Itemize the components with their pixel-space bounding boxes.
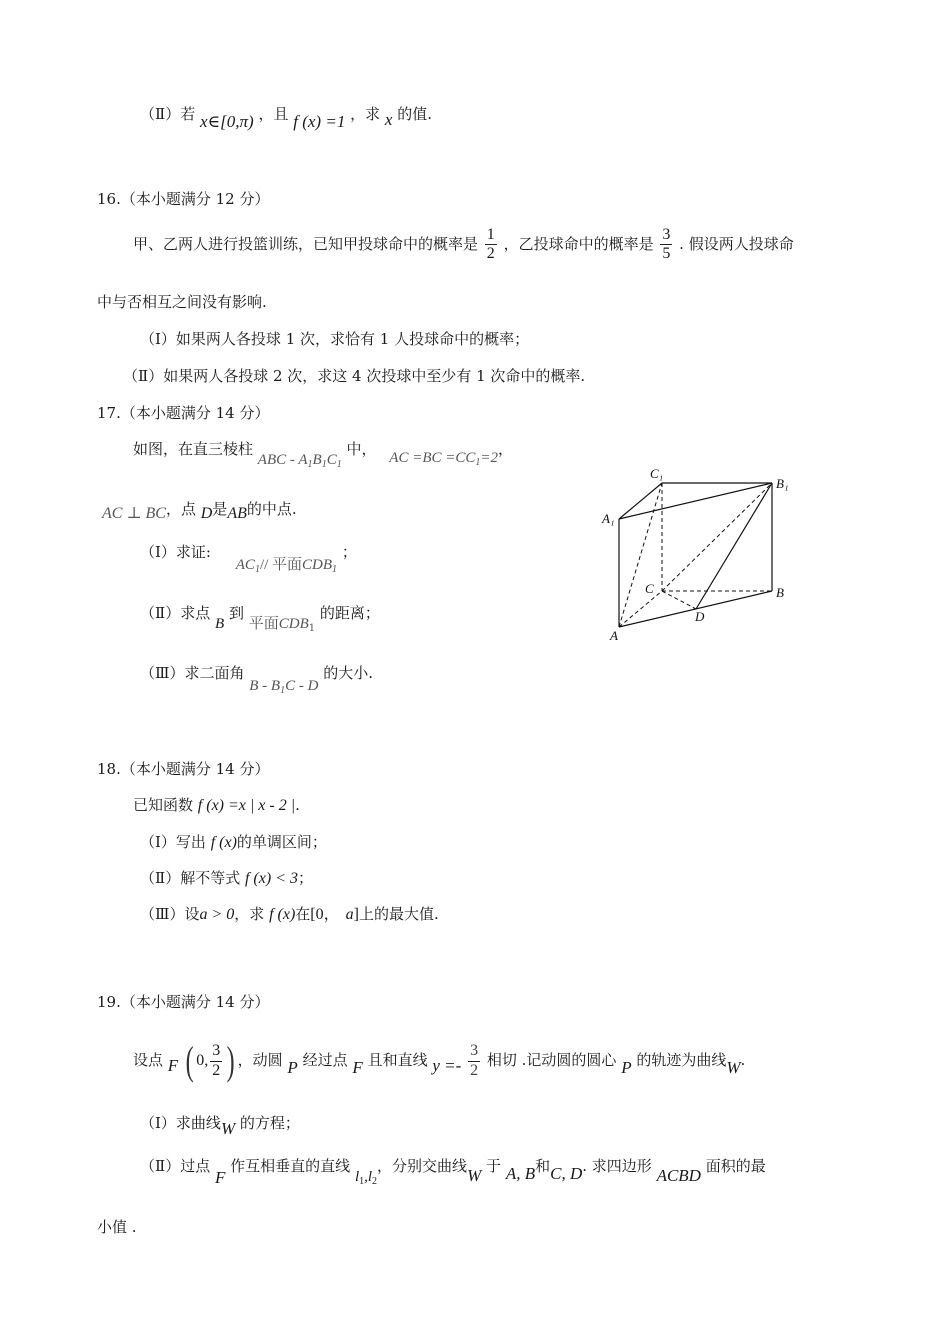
- label-d: D: [695, 609, 705, 624]
- q16-intro-cont: 中与否相互之间没有影响.: [97, 293, 267, 311]
- label-c1: C₁: [650, 466, 664, 481]
- label-c: C: [645, 581, 654, 596]
- q17-header: 17.（本小题满分 14 分）: [97, 404, 270, 422]
- q18-header: 18.（本小题满分 14 分）: [97, 760, 270, 778]
- q18-intro: 已知函数 f (x) =x | x - 2 |.: [133, 796, 300, 814]
- q15-part2: （Ⅱ）若 x∈[0,π) ，且 f (x) =1 ，求 x 的值.: [140, 105, 432, 131]
- q18-part2: （Ⅱ）解不等式 f (x) < 3；: [140, 869, 313, 887]
- label-b1: B₁: [776, 476, 789, 491]
- q16-header: 16.（本小题满分 12 分）: [97, 190, 270, 208]
- label-b: B: [776, 585, 784, 600]
- edge-cd: [662, 591, 696, 609]
- q16-part2: （Ⅱ）如果两人各投球 2 次，求这 4 次投球中至少有 1 次命中的概率.: [123, 367, 586, 385]
- q16-prob-b: $\frac{3}{5}$: [662, 226, 671, 263]
- prism-figure: [598, 462, 798, 642]
- label-a1: A₁: [602, 511, 615, 526]
- q16-part1: （Ⅰ）如果两人各投球 1 次，求恰有 1 人投球命中的概率；: [140, 330, 530, 348]
- edge-ac1: [619, 483, 662, 627]
- q18-part1: （Ⅰ）写出 f (x)的单调区间；: [140, 833, 327, 851]
- q17-intro: 如图，在直三棱柱 ABC - $A_1B_1C_1$ 中， AC $=BC =CC_1=2$，: [133, 440, 514, 470]
- q19-part1: （Ⅰ）求曲线W 的方程；: [140, 1114, 300, 1138]
- q19-part2-cont: 小值 .: [97, 1218, 137, 1236]
- q19-part2: （Ⅱ）过点 F 作互相垂直的直线 $l_1,l_2$，分别交曲线W 于 A, B和C, D. 求四边形 ACBD 面积的最: [140, 1157, 766, 1187]
- q18-part3: （Ⅲ）设a > 0，求 f (x)在[0， a]上的最大值.: [140, 905, 439, 923]
- q17-part3: （Ⅲ）求二面角 B - $B_1C$ - D 的大小.: [140, 664, 373, 696]
- q19-header: 19.（本小题满分 14 分）: [97, 993, 270, 1011]
- q19-line-frac: $\frac{3}{2}$: [470, 1042, 479, 1079]
- q16-prob-a: $\frac{1}{2}$: [486, 226, 495, 263]
- q19-f-frac: $\frac{3}{2}$: [212, 1042, 221, 1079]
- q17-part2: （Ⅱ）求点 B 到 平面$CDB_1$ 的距离；: [140, 604, 380, 634]
- label-a: A: [610, 628, 618, 642]
- q17-part1: （Ⅰ）求证: $AC_1//$ 平面$CDB_1$ ；: [140, 543, 357, 575]
- q19-intro: 设点 F ( 0, $\frac{3}{2}$ ) ，动圆 P 经过点 F 且和直线 y =- $\frac{3}{2}$ 相切 .记动圆的圆心 P 的轨迹为曲线W.: [133, 1038, 746, 1083]
- edge-a1b1: [619, 483, 772, 519]
- q17-intro-cont: AC ⊥ BC，点 D是AB的中点.: [102, 500, 297, 522]
- q16-intro: 甲、乙两人进行投篮训练，已知甲投球命中的概率是 $\frac{1}{2}$ ，乙投球命中的概率是 $\frac{3}{5}$ . 假设两人投球命: [133, 226, 794, 263]
